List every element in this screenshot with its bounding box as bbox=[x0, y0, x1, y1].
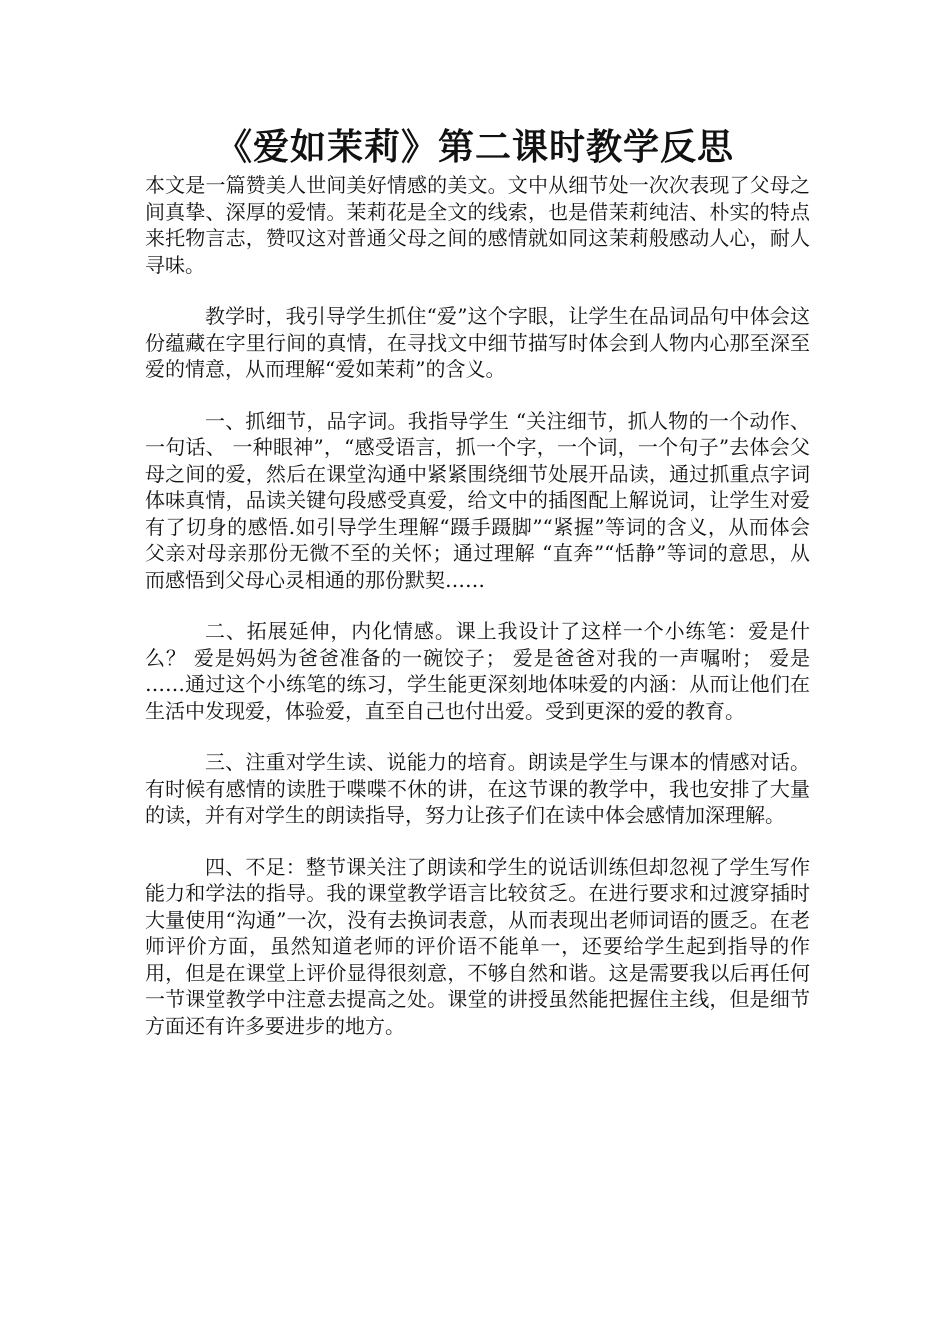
paragraph-point-three: 三、注重对学生读、说能力的培育。朗读是学生与课本的情感对话。有时候有感情的读胜于喋喋不休的讲，在这节课的教学中，我也安排了大量的读，并有对学生的朗读指导，努力让孩子们在读中体会感情加深理解。 bbox=[145, 750, 810, 827]
paragraph-point-two: 二、拓展延伸，内化情感。课上我设计了这样一个小练笔：爱是什么？ 爱是妈妈为爸爸准备的一碗饺子； 爱是爸爸对我的一声嘱咐； 爱是 ……通过这个小练笔的练习，学生能更深刻地体味爱的内涵：从而让他们在生活中发现爱，体验爱，直至自己也付出爱。受到更深的爱的教育。 bbox=[145, 619, 810, 723]
document-title: 《爱如茉莉》第二课时教学反思 bbox=[215, 127, 734, 168]
document-body bbox=[145, 172, 810, 1064]
paragraph-intro: 本文是一篇赞美人世间美好情感的美文。文中从细节处一次次表现了父母之间真挚、深厚的爱情。茉莉花是全文的线索，也是借茉莉纯洁、朴实的特点来托物言志，赞叹这对普通父母之间的感情就如同这茉莉般感动人心，耐人寻味。 bbox=[145, 173, 810, 277]
paragraph-teaching: 教学时，我引导学生抓住“爱”这个字眼，让学生在品词品句中体会这份蕴藏在字里行间的真情，在寻找文中细节描写时体会到人物内心那至深至爱的情意，从而理解“爱如茉莉”的含义。 bbox=[145, 304, 810, 381]
paragraph-point-four: 四、不足：整节课关注了朗读和学生的说话训练但却忽视了学生写作能力和学法的指导。我的课堂教学语言比较贫乏。在进行要求和过渡穿插时大量使用“沟通”一次，没有去换词表意，从而表现出老师词语的匮乏。在老师评价方面，虽然知道老师的评价语不能单一，还要给学生起到指导的作用，但是在课堂上评价显得很刻意，不够自然和谐。这是需要我以后再任何一节课堂教学中注意去提高之处。课堂的讲授虽然能把握住主线，但是细节方面还有许多要进步的地方。 bbox=[145, 854, 810, 1038]
paragraph-point-one: 一、抓细节，品字词。我指导学生 “关注细节，抓人物的一个动作、 一句话、 一种眼神”，“感受语言，抓一个字，一个词，一个句子”去体会父母之间的爱，然后在课堂沟通中紧紧围绕细节处展开品读，通过抓重点字词体味真情，品读关键句段感受真爱，给文中的插图配上解说词，让学生对爱有了切身的感悟.如引导学生理解“蹑手蹑脚”“紧握”等词的含义，从而体会父亲对母亲那份无微不至的关怀；通过理解 “直奔”“恬静”等词的意思，从而感悟到父母心灵相通的那份默契…… bbox=[145, 408, 810, 592]
